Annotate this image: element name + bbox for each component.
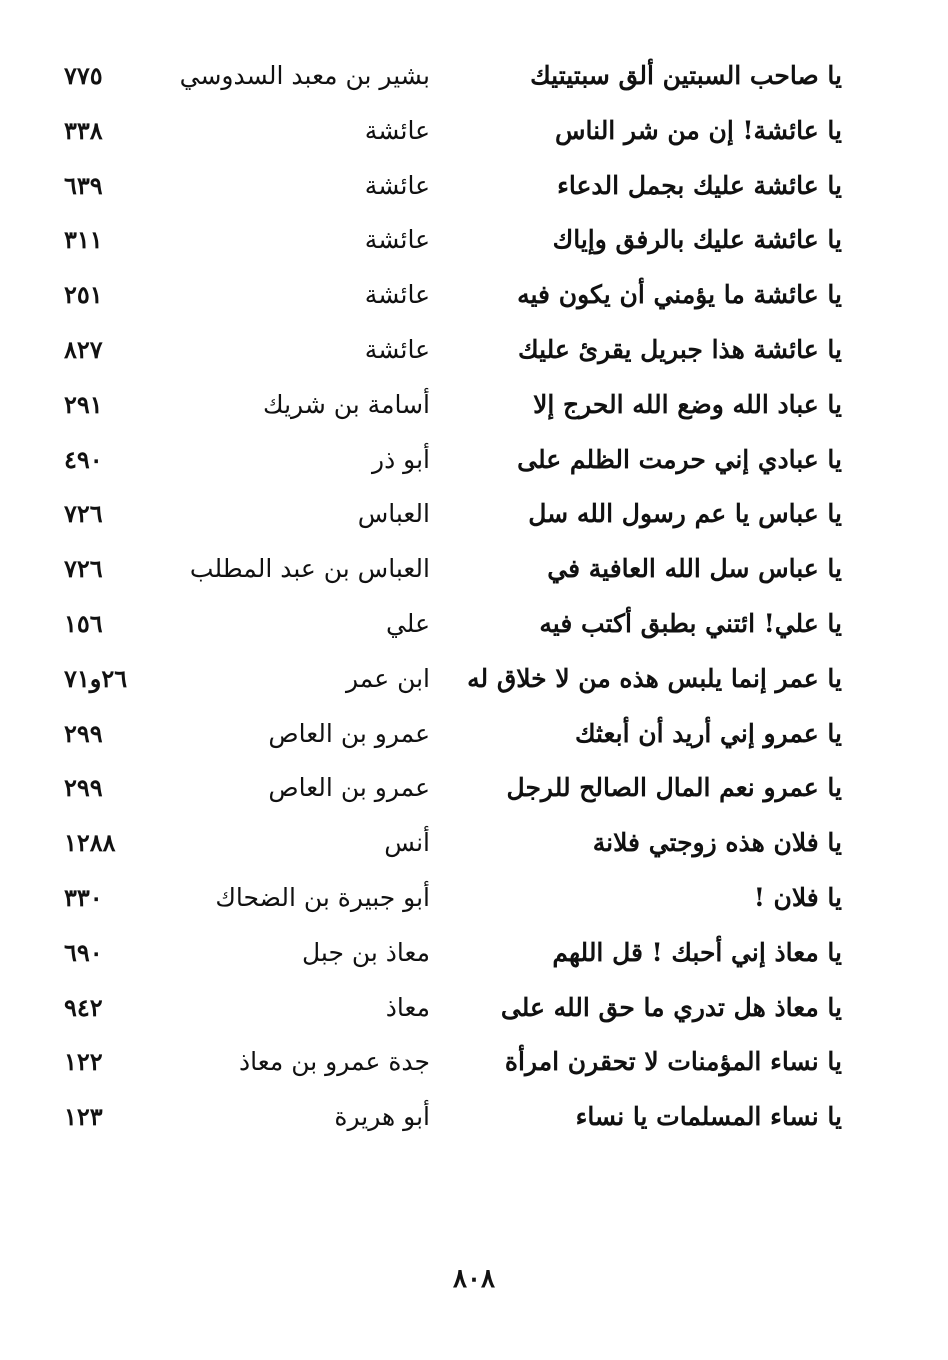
- index-row: [50, 487, 850, 542]
- page-reference: ١٥٦: [64, 608, 103, 638]
- page-reference: ٧٢٦: [64, 554, 103, 584]
- page-reference: ٨٢٧: [64, 334, 103, 364]
- narrator-name: معاذ: [385, 992, 430, 1022]
- hadith-phrase: يا معاذ إني أحبك ! قل اللهم: [552, 937, 842, 967]
- page-reference: ٧٢٦: [64, 499, 103, 529]
- narrator-name: عائشة: [364, 225, 430, 255]
- narrator-name: أنس: [384, 828, 430, 858]
- hadith-index-table: [50, 49, 850, 1145]
- narrator-name: أبو ذر: [372, 444, 430, 474]
- hadith-phrase: يا عائشة! إن من شر الناس: [555, 115, 842, 145]
- hadith-phrase: يا عباد الله وضع الله الحرج إلا: [533, 389, 842, 419]
- index-row: [50, 816, 850, 871]
- hadith-phrase: يا فلان هذه زوجتي فلانة: [592, 828, 842, 858]
- narrator-name: عائشة: [364, 115, 430, 145]
- index-row: [50, 707, 850, 762]
- index-row: [50, 433, 850, 488]
- page-reference: ٢٩٩: [64, 718, 103, 748]
- index-row: [50, 926, 850, 981]
- index-row: [50, 104, 850, 159]
- hadith-phrase: يا علي! ائتني بطبق أكتب فيه: [539, 608, 842, 638]
- page-reference: ٩٤٢: [64, 992, 103, 1022]
- narrator-name: عائشة: [364, 170, 430, 200]
- page-reference: ١٢٨٨: [64, 828, 116, 858]
- narrator-name: أسامة بن شريك: [263, 389, 430, 419]
- narrator-name: عمرو بن العاص: [268, 718, 430, 748]
- index-row: [50, 1035, 850, 1090]
- index-row: [50, 652, 850, 707]
- hadith-phrase: يا عباس سل الله العافية في: [547, 554, 842, 584]
- narrator-name: عمرو بن العاص: [268, 773, 430, 803]
- page-reference: ٢٩١: [64, 389, 103, 419]
- page-reference: ١٢٢: [64, 1047, 103, 1077]
- narrator-name: أبو جبيرة بن الضحاك: [215, 882, 430, 912]
- index-row: [50, 542, 850, 597]
- hadith-phrase: يا فلان !: [753, 882, 842, 912]
- page-reference: ٤٩٠: [64, 444, 103, 474]
- page-reference: ٣٣٨: [64, 115, 103, 145]
- hadith-phrase: يا عائشة عليك بجمل الدعاء: [557, 170, 842, 200]
- hadith-phrase: يا صاحب السبتين ألق سبتيتيك: [530, 61, 842, 90]
- narrator-name: بشير بن معبد السدوسي: [179, 61, 430, 90]
- index-row: [50, 871, 850, 926]
- hadith-phrase: يا عائشة هذا جبريل يقرئ عليك: [518, 334, 842, 364]
- page-reference: ٢٦و٧١: [64, 663, 128, 693]
- narrator-name: العباس بن عبد المطلب: [189, 554, 430, 584]
- hadith-phrase: يا عائشة عليك بالرفق وإياك: [552, 225, 842, 255]
- hadith-phrase: يا عمرو إني أريد أن أبعثك: [574, 718, 842, 748]
- hadith-phrase: يا عمرو نعم المال الصالح للرجل: [506, 773, 842, 803]
- hadith-phrase: يا نساء المسلمات يا نساء: [575, 1102, 842, 1132]
- hadith-phrase: يا عبادي إني حرمت الظلم على: [517, 444, 842, 474]
- index-row: [50, 268, 850, 323]
- page-number: ٨٠٨: [453, 1264, 495, 1294]
- narrator-name: ابن عمر: [345, 663, 430, 693]
- narrator-name: عائشة: [364, 334, 430, 364]
- page-reference: ٢٩٩: [64, 773, 103, 803]
- page-reference: ٦٣٩: [64, 170, 103, 200]
- narrator-name: العباس: [357, 499, 430, 529]
- index-row: [50, 159, 850, 214]
- index-row: [50, 378, 850, 433]
- narrator-name: جدة عمرو بن معاذ: [239, 1047, 430, 1077]
- hadith-phrase: يا معاذ هل تدري ما حق الله على: [500, 992, 842, 1022]
- hadith-phrase: يا عمر إنما يلبس هذه من لا خلاق له: [467, 663, 842, 693]
- hadith-phrase: يا عباس يا عم رسول الله سل: [528, 499, 842, 529]
- page-reference: ٢٥١: [64, 280, 103, 310]
- page-reference: ٧٧٥: [64, 61, 103, 90]
- narrator-name: أبو هريرة: [334, 1102, 430, 1132]
- hadith-phrase: يا عائشة ما يؤمني أن يكون فيه: [517, 280, 842, 310]
- narrator-name: عائشة: [364, 280, 430, 310]
- page-reference: ٣١١: [64, 225, 103, 255]
- index-row: [50, 213, 850, 268]
- index-row: [50, 597, 850, 652]
- page-reference: ٦٩٠: [64, 937, 103, 967]
- index-row: [50, 981, 850, 1036]
- index-row: [50, 323, 850, 378]
- page-reference: ٣٣٠: [64, 882, 103, 912]
- narrator-name: معاذ بن جبل: [301, 937, 430, 967]
- index-row: [50, 1090, 850, 1145]
- narrator-name: علي: [385, 608, 430, 638]
- hadith-phrase: يا نساء المؤمنات لا تحقرن امرأة: [504, 1047, 842, 1077]
- index-row: [50, 49, 850, 104]
- index-row: [50, 761, 850, 816]
- page-reference: ١٢٣: [64, 1102, 103, 1132]
